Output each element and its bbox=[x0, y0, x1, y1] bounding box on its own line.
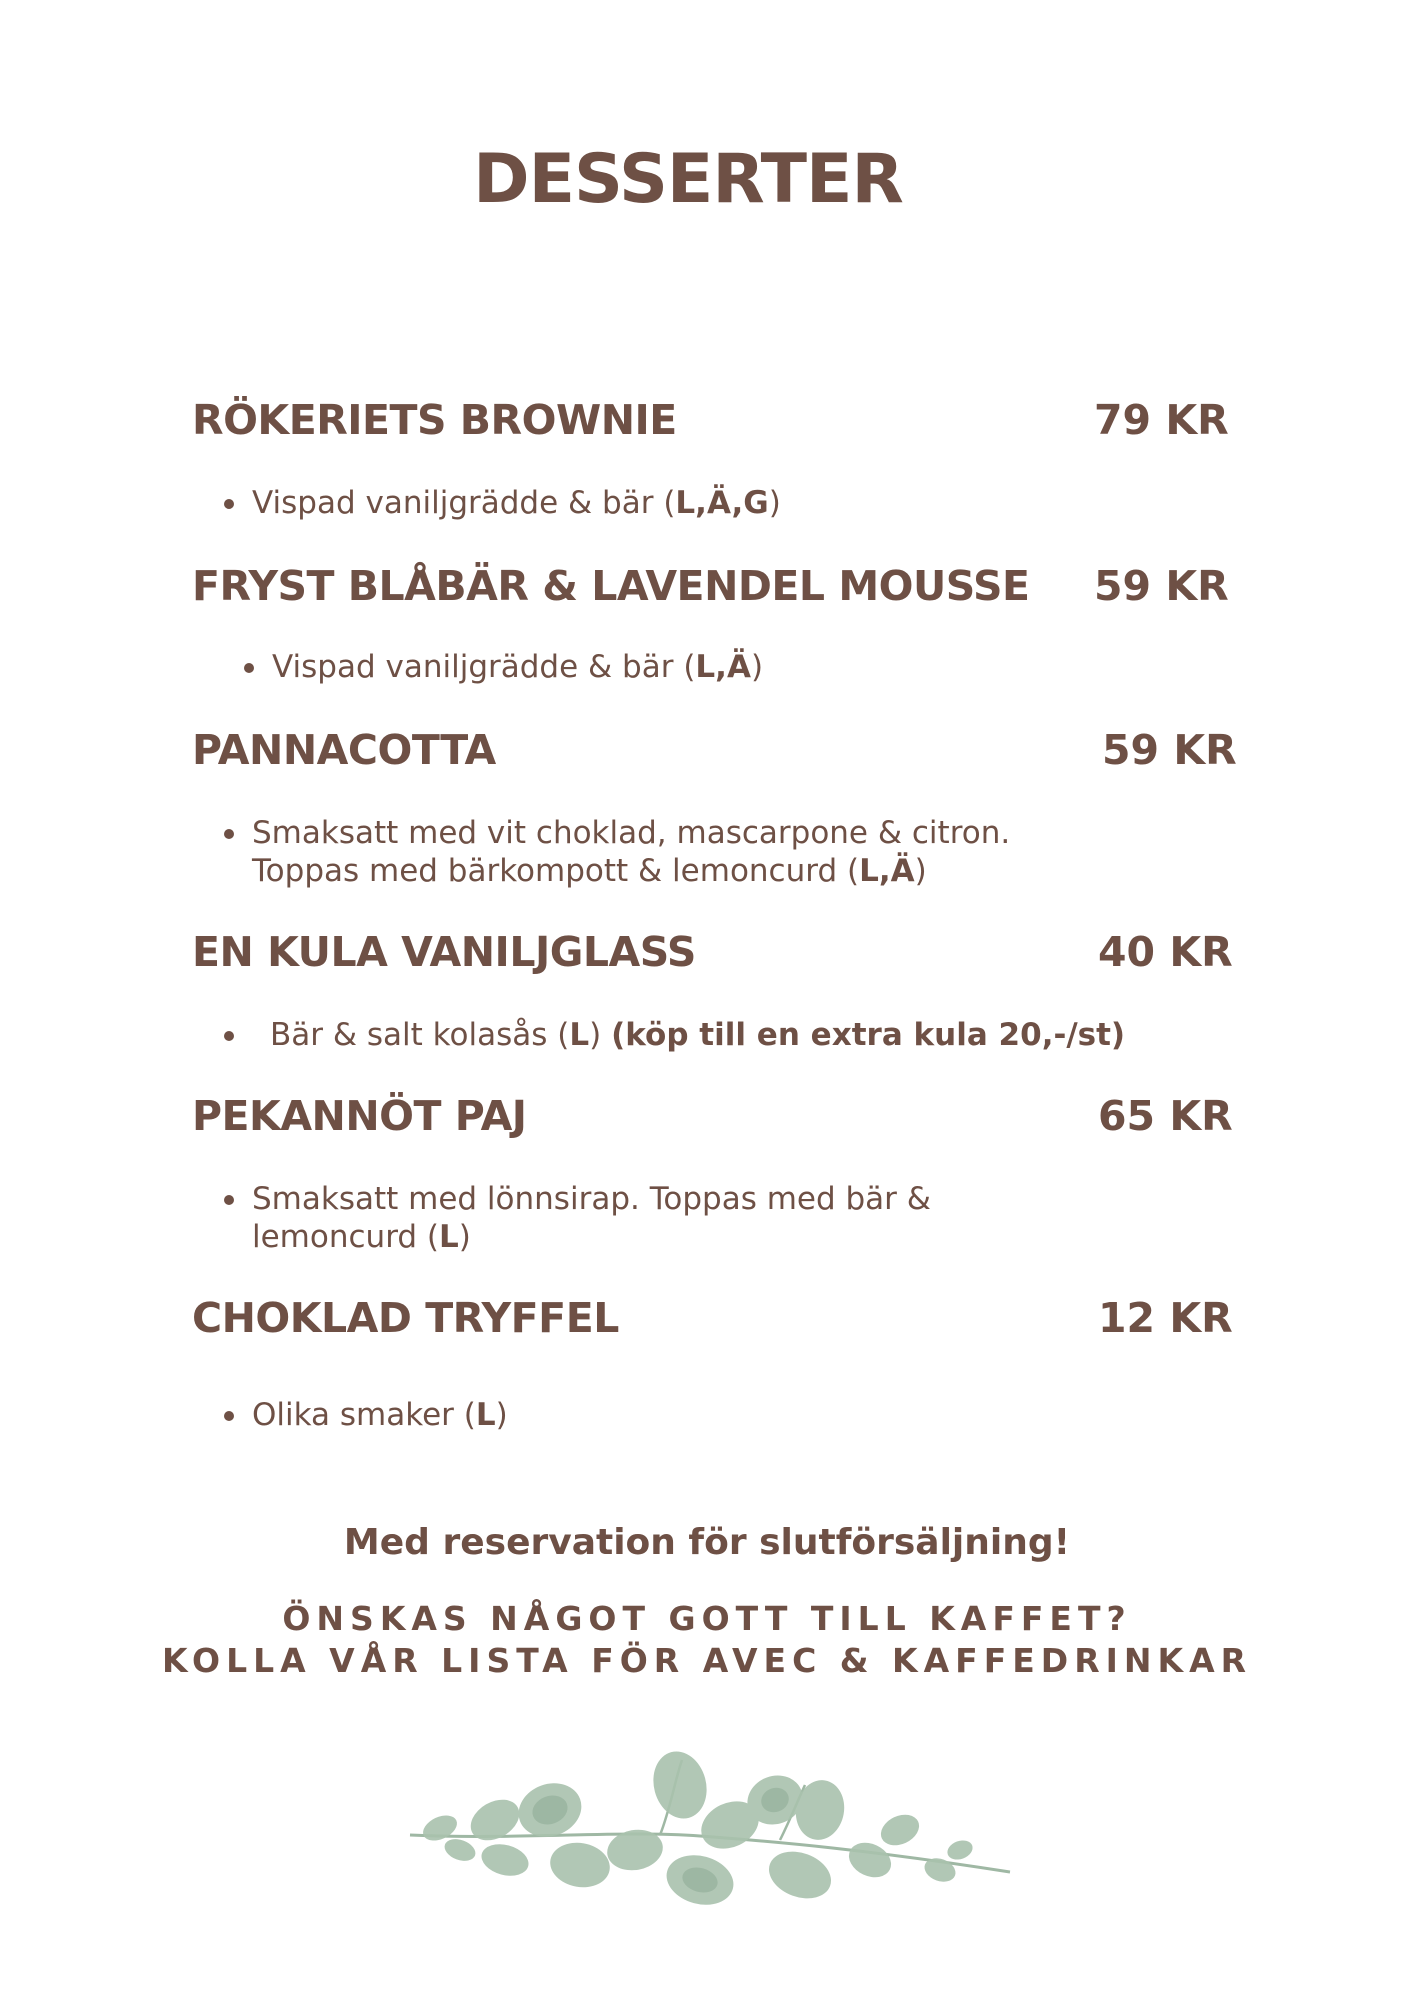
bullet-icon bbox=[244, 663, 254, 673]
bullet-icon bbox=[224, 1031, 234, 1041]
menu-item-description: Vispad vaniljgrädde & bär (L,Ä) bbox=[272, 648, 763, 686]
menu-item-price: 79 KR bbox=[1094, 396, 1229, 444]
eucalyptus-branch-icon bbox=[400, 1740, 1020, 1930]
menu-item-name: RÖKERIETS BROWNIE bbox=[192, 396, 677, 444]
menu-item-price: 65 KR bbox=[1098, 1092, 1233, 1140]
bullet-icon bbox=[224, 499, 234, 509]
menu-item-price: 59 KR bbox=[1094, 562, 1229, 610]
menu-item-name: PEKANNÖT PAJ bbox=[192, 1092, 527, 1140]
menu-item-price: 40 KR bbox=[1098, 928, 1233, 976]
menu-item-name: PANNACOTTA bbox=[192, 726, 496, 774]
reservation-note: Med reservation för slutförsäljning! bbox=[343, 1522, 1071, 1563]
menu-item-name: FRYST BLÅBÄR & LAVENDEL MOUSSE bbox=[192, 562, 1030, 610]
bullet-icon bbox=[224, 1195, 234, 1205]
bullet-icon bbox=[224, 829, 234, 839]
menu-item-description: Vispad vaniljgrädde & bär (L,Ä,G) bbox=[252, 484, 781, 522]
menu-item-description: Smaksatt med vit choklad, mascarpone & citron. Toppas med bärkompott & lemoncurd (L,Ä) bbox=[252, 814, 1010, 890]
menu-item-name: EN KULA VANILJGLASS bbox=[192, 928, 696, 976]
page-title: DESSERTER bbox=[473, 140, 903, 219]
menu-item-description: Bär & salt kolasås (L) (köp till en extra kula 20,-/st) bbox=[270, 1016, 1125, 1054]
bullet-icon bbox=[224, 1411, 234, 1421]
menu-item-price: 59 KR bbox=[1102, 726, 1237, 774]
menu-item-price: 12 KR bbox=[1098, 1294, 1233, 1342]
menu-item-description: Olika smaker (L) bbox=[252, 1396, 508, 1434]
menu-item-name: CHOKLAD TRYFFEL bbox=[192, 1294, 619, 1342]
menu-item-description: Smaksatt med lönnsirap. Toppas med bär & lemoncurd (L) bbox=[252, 1180, 931, 1256]
coffee-drinks-callout: ÖNSKAS NÅGOT GOTT TILL KAFFET? KOLLA VÅR LISTA FÖR AVEC & KAFFEDRINKAR bbox=[161, 1599, 1253, 1680]
